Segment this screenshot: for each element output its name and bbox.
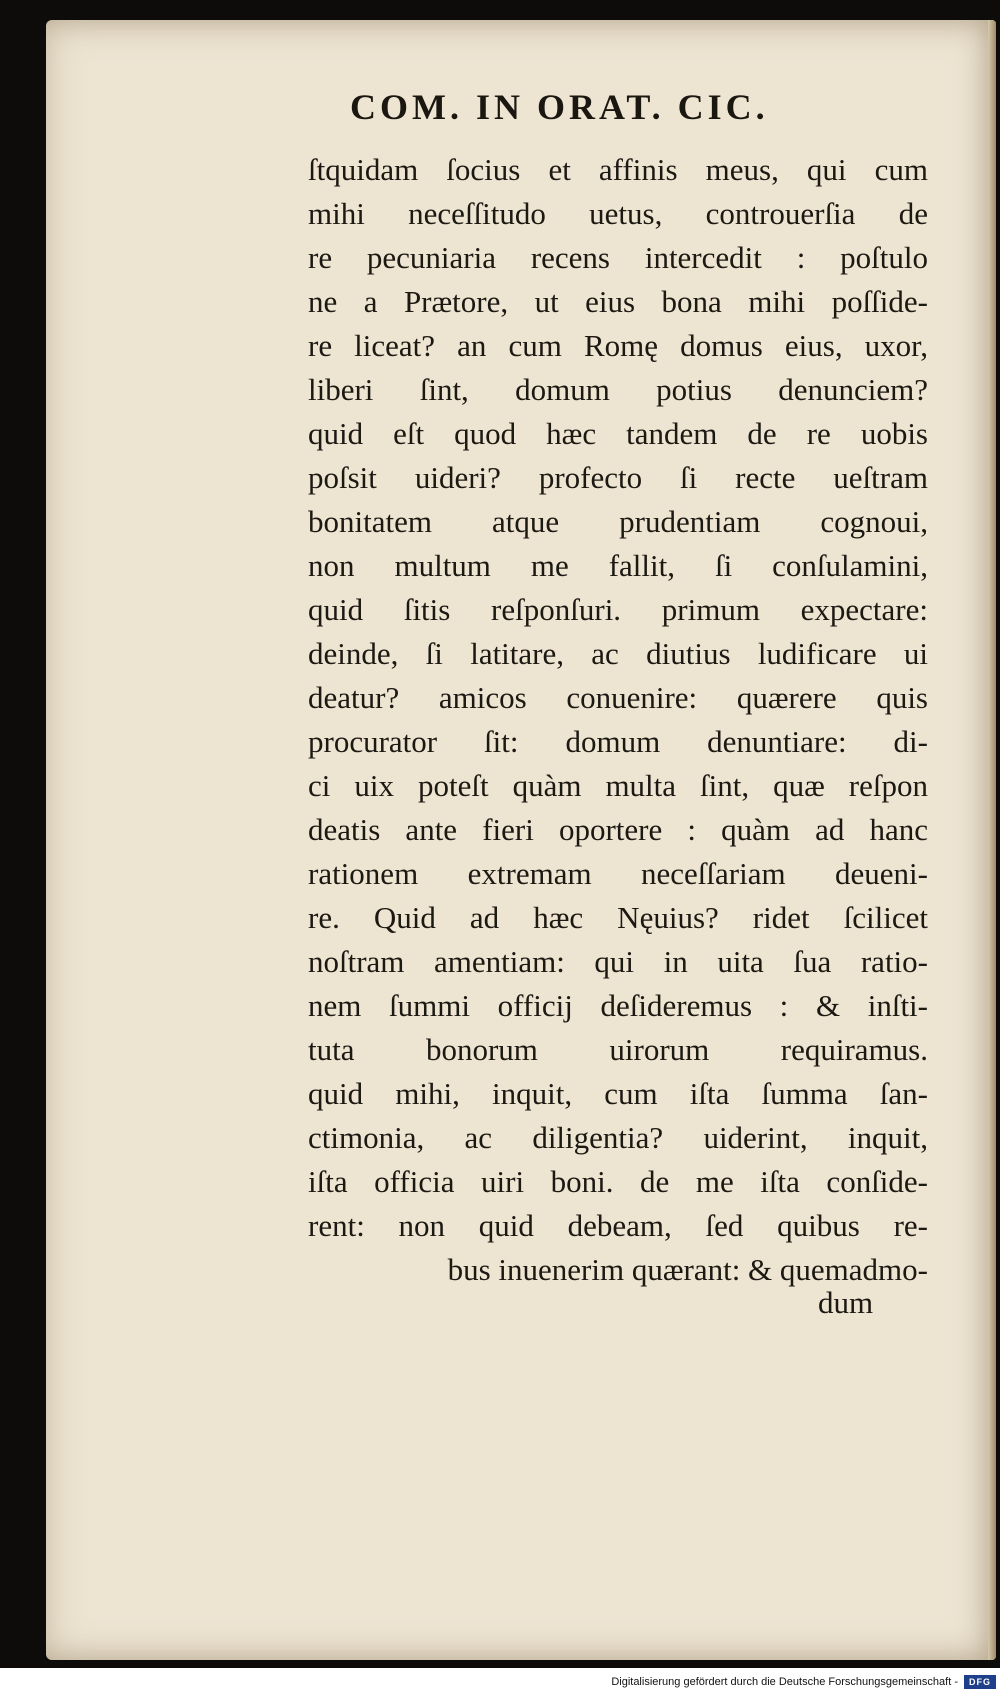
text-line: rationem extremam neceſſariam deueni- <box>308 856 928 891</box>
text-line: bonitatem atque prudentiam cognoui, <box>308 504 928 539</box>
text-line: rent: non quid debeam, ſed quibus re- <box>308 1208 928 1243</box>
text-line: liberi ſint, domum potius denunciem? <box>308 372 928 407</box>
text-line: deinde, ſi latitare, ac diutius ludificare ui <box>308 636 928 671</box>
text-line: deatur? amicos conuenire: quærere quis <box>308 680 928 715</box>
running-header: COM. IN ORAT. CIC. <box>350 87 769 127</box>
text-line: deatis ante fieri oportere : quàm ad hanc <box>308 812 928 847</box>
footer-credit: Digitalisierung gefördert durch die Deutsche Forschungsgemeinschaft - <box>611 1676 958 1688</box>
text-line: ſtquidam ſocius et affinis meus, qui cum <box>308 152 928 187</box>
text-line: re pecuniaria recens intercedit : poſtulo <box>308 240 928 275</box>
text-line: tuta bonorum uirorum requiramus. <box>308 1032 928 1067</box>
text-line: mihi neceſſitudo uetus, controuerſia de <box>308 196 928 231</box>
footer-bar <box>0 1668 1000 1697</box>
text-line: poſsit uideri? profecto ſi recte ueſtram <box>308 460 928 495</box>
text-line: noſtram amentiam: qui in uita ſua ratio- <box>308 944 928 979</box>
dfg-logo: DFG <box>964 1675 996 1689</box>
text-line: quid ſitis reſponſuri. primum expectare: <box>308 592 928 627</box>
text-line: ne a Prætore, ut eius bona mihi poſſide- <box>308 284 928 319</box>
text-line: re. Quid ad hæc Nęuius? ridet ſcilicet <box>308 900 928 935</box>
text-line: re liceat? an cum Romę domus eius, uxor, <box>308 328 928 363</box>
text-line: ci uix poteſt quàm multa ſint, quæ reſpon <box>308 768 928 803</box>
text-line: quid mihi, inquit, cum iſta ſumma ſan- <box>308 1076 928 1111</box>
text-block <box>308 148 928 1292</box>
text-line: procurator ſit: domum denuntiare: di- <box>308 724 928 759</box>
text-line: ctimonia, ac diligentia? uiderint, inquit, <box>308 1120 928 1155</box>
text-line: non multum me fallit, ſi conſulamini, <box>308 548 928 583</box>
text-line: bus inuenerim quærant: & quemadmo- <box>447 1252 928 1287</box>
text-line: nem ſummi officij deſideremus : & inſti- <box>308 988 928 1023</box>
text-line: iſta officia uiri boni. de me iſta conſide- <box>308 1164 928 1199</box>
catchword: dum <box>818 1285 874 1320</box>
page-edge <box>988 20 996 1660</box>
text-line: quid eſt quod hæc tandem de re uobis <box>308 416 928 451</box>
